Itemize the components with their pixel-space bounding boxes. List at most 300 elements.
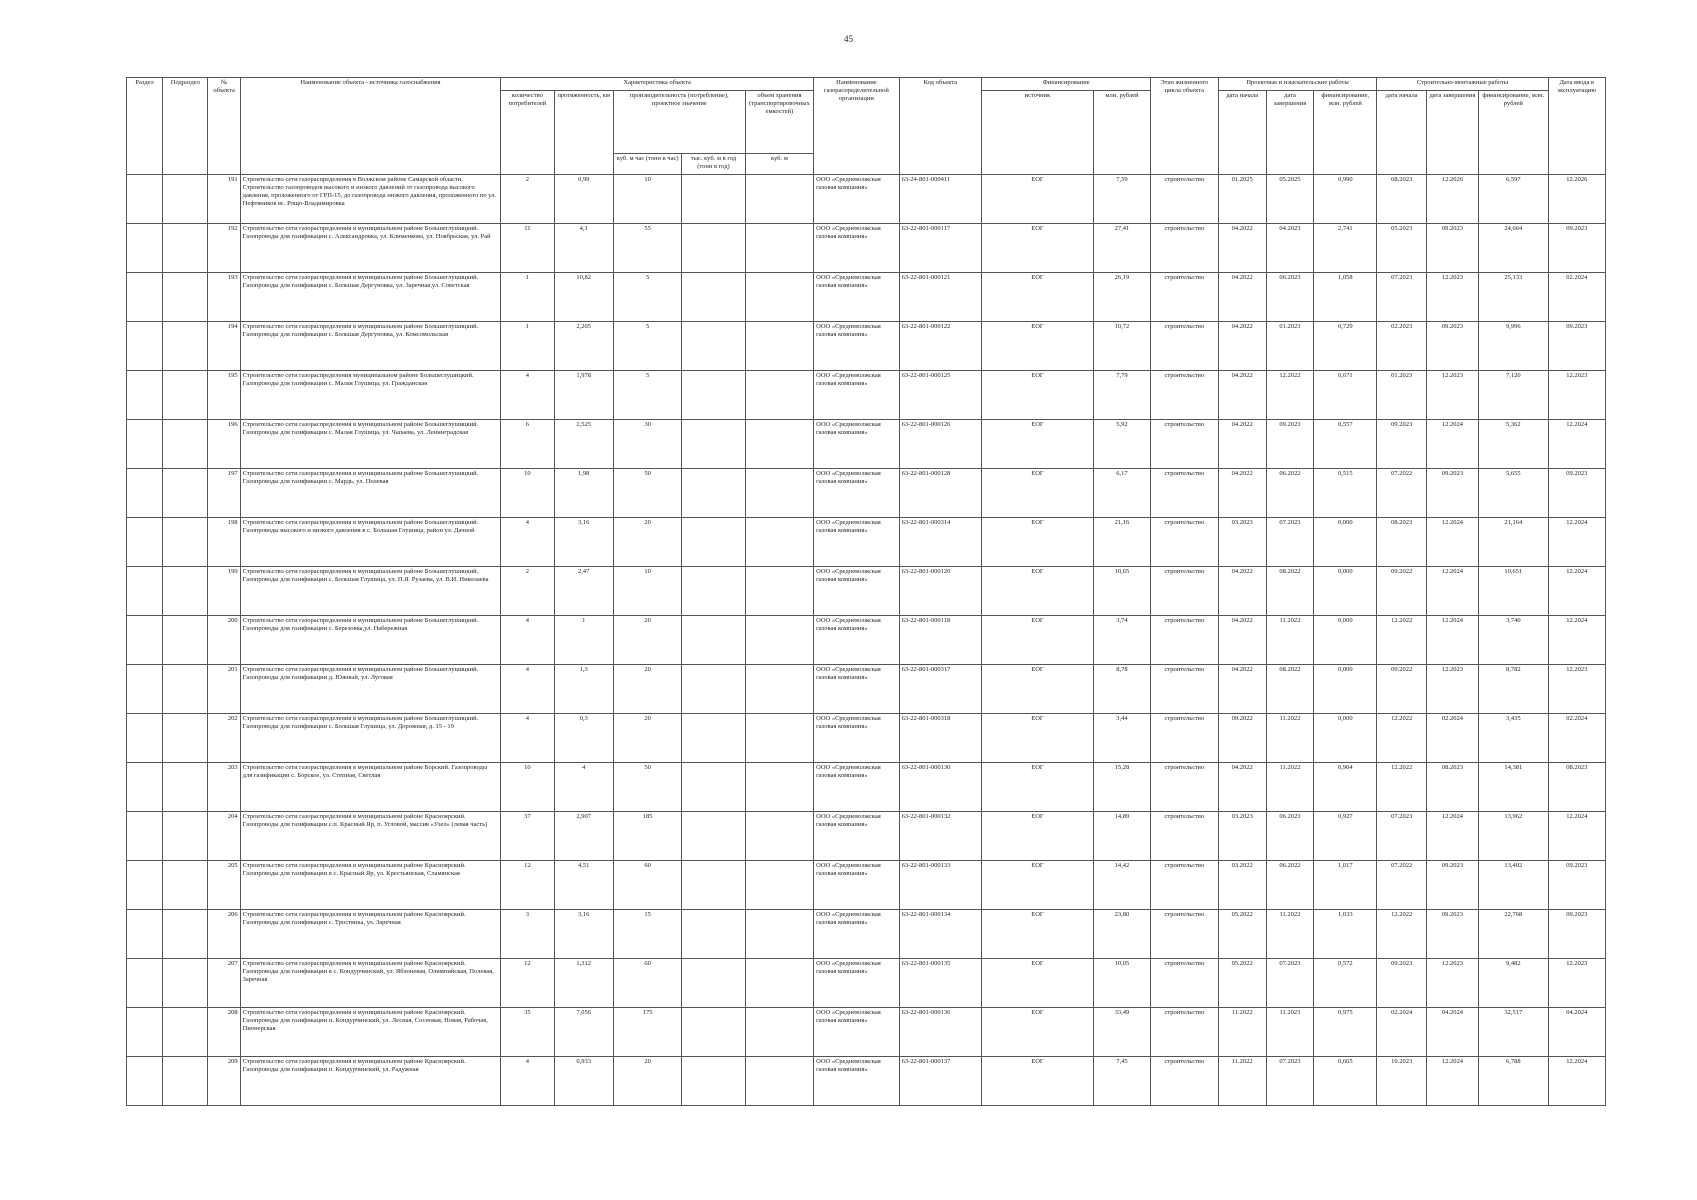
cell-podrazdel (163, 959, 208, 1008)
cell-year (682, 861, 745, 910)
cell-constr-end: 12.2024 (1426, 567, 1478, 616)
cell-design-start: 04.2022 (1218, 371, 1266, 420)
cell-volume (745, 714, 813, 763)
cell-org: ООО «Средневолжская газовая компания» (814, 1008, 900, 1057)
cell-num: 202 (208, 714, 240, 763)
cell-constr-fin: 6,597 (1479, 175, 1548, 224)
cell-design-start: 04.2022 (1218, 567, 1266, 616)
cell-source: ЕОГ (982, 420, 1094, 469)
cell-num: 200 (208, 616, 240, 665)
cell-length: 1,98 (554, 469, 613, 518)
header-unit-year: тыс. куб. м в год (тонн в год) (682, 154, 745, 175)
cell-stage: строительство (1151, 322, 1218, 371)
cell-volume (745, 959, 813, 1008)
cell-design-end: 06.2023 (1266, 273, 1313, 322)
cell-volume (745, 812, 813, 861)
table-row (127, 371, 1606, 420)
cell-length: 7,056 (554, 1008, 613, 1057)
cell-constr-end: 09.2023 (1426, 469, 1478, 518)
cell-org: ООО «Средневолжская газовая компания» (814, 1057, 900, 1106)
cell-name: Строительство сети газораспределения в муниципальном районе Большеглушицкий. Газопроводы для газификации с. Малая Глушица, ул. Чапаева, ул. Ленинградская (240, 420, 501, 469)
cell-volume (745, 861, 813, 910)
cell-razdel (127, 665, 163, 714)
cell-count: 10 (501, 469, 554, 518)
cell-mln: 3,44 (1093, 714, 1150, 763)
cell-stage: строительство (1151, 469, 1218, 518)
cell-stage: строительство (1151, 763, 1218, 812)
cell-constr-start: 09.2022 (1377, 665, 1426, 714)
cell-volume (745, 175, 813, 224)
page-number: 45 (844, 34, 853, 44)
header-code: Код объекта (899, 78, 981, 175)
cell-source: ЕОГ (982, 910, 1094, 959)
cell-org: ООО «Средневолжская газовая компания» (814, 371, 900, 420)
cell-design-start: 04.2022 (1218, 469, 1266, 518)
cell-design-fin: 0,557 (1314, 420, 1377, 469)
cell-name: Строительство сети газораспределения в муниципальном районе Борский. Газопроводы для газификации с. Борское, ул. Степная, Светлая (240, 763, 501, 812)
cell-hour: 175 (613, 1008, 681, 1057)
cell-mln: 27,41 (1093, 224, 1150, 273)
cell-constr-fin: 3,435 (1479, 714, 1548, 763)
cell-constr-end: 12.2024 (1426, 518, 1478, 567)
cell-mln: 15,28 (1093, 763, 1150, 812)
cell-constr-end: 09.2023 (1426, 910, 1478, 959)
cell-razdel (127, 322, 163, 371)
cell-constr-start: 12.2022 (1377, 714, 1426, 763)
cell-count: 2 (501, 567, 554, 616)
cell-design-fin: 0,515 (1314, 469, 1377, 518)
cell-design-start: 04.2022 (1218, 665, 1266, 714)
cell-stage: строительство (1151, 910, 1218, 959)
cell-podrazdel (163, 567, 208, 616)
cell-org: ООО «Средневолжская газовая компания» (814, 273, 900, 322)
cell-constr-start: 12.2022 (1377, 616, 1426, 665)
cell-constr-fin: 10,651 (1479, 567, 1548, 616)
cell-design-fin: 0,000 (1314, 567, 1377, 616)
cell-constr-fin: 25,133 (1479, 273, 1548, 322)
cell-commission: 02.2024 (1548, 714, 1605, 763)
cell-count: 35 (501, 1008, 554, 1057)
cell-constr-start: 07.2023 (1377, 273, 1426, 322)
cell-hour: 30 (613, 420, 681, 469)
header-num: № объекта (208, 78, 240, 175)
cell-constr-end: 12.2023 (1426, 665, 1478, 714)
table-body (127, 175, 1606, 1106)
cell-design-fin: 0,671 (1314, 371, 1377, 420)
cell-design-fin: 0,572 (1314, 959, 1377, 1008)
cell-year (682, 616, 745, 665)
cell-count: 4 (501, 714, 554, 763)
cell-constr-fin: 21,164 (1479, 518, 1548, 567)
cell-year (682, 420, 745, 469)
cell-design-fin: 1,058 (1314, 273, 1377, 322)
cell-name: Строительство сети газораспределения в муниципальном районе Большеглушицкий. Газопроводы для газификации с. Большая Глушица, ул. Дорожная, д. 15 - 19 (240, 714, 501, 763)
cell-source: ЕОГ (982, 518, 1094, 567)
cell-constr-fin: 13,962 (1479, 812, 1548, 861)
table-row (127, 224, 1606, 273)
cell-constr-start: 09.2023 (1377, 959, 1426, 1008)
cell-length: 2,525 (554, 420, 613, 469)
cell-design-start: 01.2025 (1218, 175, 1266, 224)
cell-num: 195 (208, 371, 240, 420)
cell-mln: 14,42 (1093, 861, 1150, 910)
cell-hour: 5 (613, 322, 681, 371)
cell-org: ООО «Средневолжская газовая компания» (814, 175, 900, 224)
cell-design-start: 05.2022 (1218, 959, 1266, 1008)
cell-stage: строительство (1151, 812, 1218, 861)
cell-podrazdel (163, 469, 208, 518)
header-unit-hour: куб. м час (тонн в час) (613, 154, 681, 175)
cell-org: ООО «Средневолжская газовая компания» (814, 322, 900, 371)
cell-org: ООО «Средневолжская газовая компания» (814, 812, 900, 861)
cell-design-end: 06.2023 (1266, 812, 1313, 861)
cell-year (682, 567, 745, 616)
cell-length: 1,312 (554, 959, 613, 1008)
cell-source: ЕОГ (982, 1057, 1094, 1106)
cell-code: 63-22-801-000122 (899, 322, 981, 371)
cell-org: ООО «Средневолжская газовая компания» (814, 616, 900, 665)
cell-num: 198 (208, 518, 240, 567)
cell-constr-fin: 24,664 (1479, 224, 1548, 273)
cell-volume (745, 469, 813, 518)
cell-volume (745, 616, 813, 665)
cell-design-fin: 0,665 (1314, 1057, 1377, 1106)
header-length: протяженность, км (554, 91, 613, 175)
cell-hour: 20 (613, 616, 681, 665)
cell-constr-start: 05.2023 (1377, 224, 1426, 273)
header-volume: объем хранения (транспортировочных емкостей) (745, 91, 813, 154)
cell-mln: 26,19 (1093, 273, 1150, 322)
cell-constr-start: 07.2022 (1377, 469, 1426, 518)
cell-design-fin: 0,990 (1314, 175, 1377, 224)
cell-razdel (127, 714, 163, 763)
cell-razdel (127, 763, 163, 812)
cell-constr-start: 09.2023 (1377, 420, 1426, 469)
cell-count: 2 (501, 175, 554, 224)
cell-design-start: 04.2022 (1218, 616, 1266, 665)
cell-code: 63-22-801-000136 (899, 1008, 981, 1057)
cell-commission: 12.2023 (1548, 371, 1605, 420)
cell-source: ЕОГ (982, 616, 1094, 665)
cell-design-start: 03.2022 (1218, 861, 1266, 910)
table-header (127, 78, 1606, 175)
cell-num: 207 (208, 959, 240, 1008)
cell-constr-fin: 3,740 (1479, 616, 1548, 665)
cell-stage: строительство (1151, 273, 1218, 322)
cell-podrazdel (163, 1008, 208, 1057)
cell-razdel (127, 616, 163, 665)
cell-count: 12 (501, 861, 554, 910)
cell-name: Строительство сети газораспределения в муниципальном районе Красноярский. Газопроводы для газификации п. Кондурчинский, ул. Лесная, Сосновая, Новая, Рабочая, Пионерская (240, 1008, 501, 1057)
cell-podrazdel (163, 665, 208, 714)
cell-length: 0,3 (554, 714, 613, 763)
cell-num: 209 (208, 1057, 240, 1106)
cell-num: 196 (208, 420, 240, 469)
cell-hour: 60 (613, 959, 681, 1008)
cell-constr-fin: 6,788 (1479, 1057, 1548, 1106)
table-row (127, 1008, 1606, 1057)
cell-mln: 10,65 (1093, 567, 1150, 616)
cell-year (682, 273, 745, 322)
cell-constr-start: 09.2022 (1377, 567, 1426, 616)
cell-design-start: 09.2022 (1218, 714, 1266, 763)
header-financing: Финансирование (982, 78, 1151, 91)
cell-stage: строительство (1151, 959, 1218, 1008)
cell-count: 10 (501, 763, 554, 812)
cell-mln: 14,89 (1093, 812, 1150, 861)
cell-code: 63-22-801-000125 (899, 371, 981, 420)
cell-design-fin: 0,000 (1314, 518, 1377, 567)
cell-source: ЕОГ (982, 812, 1094, 861)
cell-org: ООО «Средневолжская газовая компания» (814, 420, 900, 469)
cell-stage: строительство (1151, 420, 1218, 469)
cell-code: 63-22-801-000133 (899, 861, 981, 910)
cell-volume (745, 1008, 813, 1057)
table-row (127, 322, 1606, 371)
cell-design-end: 11.2022 (1266, 910, 1313, 959)
cell-razdel (127, 959, 163, 1008)
cell-mln: 3,74 (1093, 616, 1150, 665)
cell-hour: 185 (613, 812, 681, 861)
cell-length: 4,51 (554, 861, 613, 910)
cell-volume (745, 224, 813, 273)
cell-num: 192 (208, 224, 240, 273)
header-count: количество потребителей (501, 91, 554, 175)
table-row (127, 763, 1606, 812)
cell-code: 63-22-801-000314 (899, 518, 981, 567)
cell-design-end: 12.2022 (1266, 371, 1313, 420)
cell-constr-start: 08.2023 (1377, 175, 1426, 224)
cell-year (682, 322, 745, 371)
cell-design-start: 05.2022 (1218, 910, 1266, 959)
cell-name: Строительство сети газораспределения в муниципальном районе Большеглушицкий. Газопроводы высокого и низкого давления в с. Большая Глушица, район ул. Дачной (240, 518, 501, 567)
cell-design-fin: 1,017 (1314, 861, 1377, 910)
header-design-fin: финансирование, млн. рублей (1314, 91, 1377, 175)
cell-num: 199 (208, 567, 240, 616)
cell-design-end: 05.2025 (1266, 175, 1313, 224)
cell-stage: строительство (1151, 861, 1218, 910)
table-row (127, 812, 1606, 861)
cell-source: ЕОГ (982, 469, 1094, 518)
cell-code: 63-22-801-000317 (899, 665, 981, 714)
cell-code: 63-22-801-000118 (899, 616, 981, 665)
cell-commission: 09.2023 (1548, 861, 1605, 910)
cell-year (682, 1008, 745, 1057)
header-productivity: производительность (потребление), проектное значение (613, 91, 745, 154)
table-row (127, 273, 1606, 322)
header-unit-volume: куб. м (745, 154, 813, 175)
cell-volume (745, 763, 813, 812)
cell-constr-start: 10.2023 (1377, 1057, 1426, 1106)
cell-design-fin: 1,033 (1314, 910, 1377, 959)
cell-podrazdel (163, 861, 208, 910)
cell-length: 4 (554, 763, 613, 812)
header-constr-fin: финансирование, млн. рублей (1479, 91, 1548, 175)
cell-length: 1,3 (554, 665, 613, 714)
table-row (127, 910, 1606, 959)
cell-design-start: 03.2023 (1218, 518, 1266, 567)
cell-year (682, 518, 745, 567)
cell-constr-end: 12.2024 (1426, 812, 1478, 861)
cell-mln: 33,49 (1093, 1008, 1150, 1057)
cell-podrazdel (163, 910, 208, 959)
header-design-end: дата завершения (1266, 91, 1313, 175)
cell-length: 2,47 (554, 567, 613, 616)
table-row (127, 567, 1606, 616)
cell-code: 63-22-801-000135 (899, 959, 981, 1008)
cell-year (682, 469, 745, 518)
cell-volume (745, 273, 813, 322)
cell-podrazdel (163, 616, 208, 665)
cell-podrazdel (163, 175, 208, 224)
gas-objects-table (126, 77, 1606, 1106)
cell-constr-fin: 13,402 (1479, 861, 1548, 910)
cell-code: 63-22-801-000126 (899, 420, 981, 469)
cell-volume (745, 518, 813, 567)
cell-org: ООО «Средневолжская газовая компания» (814, 518, 900, 567)
cell-design-fin: 0,904 (1314, 763, 1377, 812)
header-name: Наименование объекта - источника газоснабжения (240, 78, 501, 175)
cell-design-start: 04.2022 (1218, 224, 1266, 273)
cell-count: 3 (501, 910, 554, 959)
cell-num: 203 (208, 763, 240, 812)
cell-razdel (127, 812, 163, 861)
cell-count: 37 (501, 812, 554, 861)
cell-hour: 5 (613, 273, 681, 322)
cell-design-end: 08.2022 (1266, 665, 1313, 714)
cell-constr-end: 12.2024 (1426, 420, 1478, 469)
cell-constr-end: 09.2023 (1426, 861, 1478, 910)
cell-design-start: 04.2022 (1218, 322, 1266, 371)
cell-org: ООО «Средневолжская газовая компания» (814, 469, 900, 518)
table-row (127, 175, 1606, 224)
cell-constr-end: 09.2023 (1426, 322, 1478, 371)
cell-podrazdel (163, 420, 208, 469)
cell-year (682, 763, 745, 812)
table-row (127, 616, 1606, 665)
cell-volume (745, 567, 813, 616)
cell-volume (745, 322, 813, 371)
cell-commission: 09.2023 (1548, 224, 1605, 273)
cell-constr-fin: 5,655 (1479, 469, 1548, 518)
table-row (127, 518, 1606, 567)
cell-design-start: 11.2022 (1218, 1008, 1266, 1057)
cell-commission: 12.2024 (1548, 616, 1605, 665)
cell-source: ЕОГ (982, 371, 1094, 420)
cell-podrazdel (163, 371, 208, 420)
cell-design-end: 11.2022 (1266, 763, 1313, 812)
cell-hour: 60 (613, 861, 681, 910)
cell-constr-start: 01.2023 (1377, 371, 1426, 420)
cell-length: 1,978 (554, 371, 613, 420)
cell-design-fin: 0,927 (1314, 812, 1377, 861)
cell-constr-end: 12.2023 (1426, 371, 1478, 420)
cell-constr-fin: 7,120 (1479, 371, 1548, 420)
cell-name: Строительство сети газораспределения в муниципальном районе Большеглушицкий. Газопроводы для газификации с. Березовка,ул. Набережная (240, 616, 501, 665)
cell-hour: 20 (613, 665, 681, 714)
cell-volume (745, 420, 813, 469)
cell-org: ООО «Средневолжская газовая компания» (814, 665, 900, 714)
cell-design-end: 11.2022 (1266, 616, 1313, 665)
cell-podrazdel (163, 812, 208, 861)
cell-name: Строительство сети газораспределения в Волжском районе Самарской области. Строительство газопроводов высокого и низкого давлений от газопровода высокого давления, проложенного от ГРП-15, до газопровода низкого давления, проложенного по ул. Нефтяников вс. Рощо-Владимировка (240, 175, 501, 224)
cell-count: 4 (501, 371, 554, 420)
cell-podrazdel (163, 224, 208, 273)
cell-length: 3,16 (554, 910, 613, 959)
cell-length: 10,82 (554, 273, 613, 322)
cell-design-end: 09.2023 (1266, 420, 1313, 469)
cell-razdel (127, 224, 163, 273)
cell-razdel (127, 469, 163, 518)
cell-org: ООО «Средневолжская газовая компания» (814, 910, 900, 959)
cell-num: 205 (208, 861, 240, 910)
cell-length: 0,99 (554, 175, 613, 224)
cell-mln: 6,17 (1093, 469, 1150, 518)
cell-commission: 12.2023 (1548, 959, 1605, 1008)
cell-length: 2,205 (554, 322, 613, 371)
cell-commission: 12.2023 (1548, 665, 1605, 714)
cell-stage: строительство (1151, 518, 1218, 567)
cell-constr-fin: 5,362 (1479, 420, 1548, 469)
cell-podrazdel (163, 763, 208, 812)
cell-constr-end: 02.2024 (1426, 714, 1478, 763)
cell-count: 11 (501, 224, 554, 273)
header-constr-start: дата начала (1377, 91, 1426, 175)
cell-constr-end: 12.2023 (1426, 959, 1478, 1008)
cell-length: 3,16 (554, 518, 613, 567)
cell-stage: строительство (1151, 665, 1218, 714)
cell-count: 6 (501, 420, 554, 469)
cell-code: 63-22-801-000132 (899, 812, 981, 861)
cell-razdel (127, 910, 163, 959)
cell-mln: 10,05 (1093, 959, 1150, 1008)
cell-code: 63-22-801-000117 (899, 224, 981, 273)
cell-mln: 10,72 (1093, 322, 1150, 371)
cell-code: 63-24-801-000411 (899, 175, 981, 224)
cell-source: ЕОГ (982, 763, 1094, 812)
cell-commission: 08.2023 (1548, 763, 1605, 812)
header-source: источник (982, 91, 1094, 175)
cell-constr-end: 12.2026 (1426, 175, 1478, 224)
cell-code: 63-22-801-000134 (899, 910, 981, 959)
cell-org: ООО «Средневолжская газовая компания» (814, 224, 900, 273)
table-row (127, 420, 1606, 469)
cell-podrazdel (163, 322, 208, 371)
cell-constr-fin: 14,381 (1479, 763, 1548, 812)
cell-design-fin: 2,741 (1314, 224, 1377, 273)
header-design-start: дата начала (1218, 91, 1266, 175)
cell-mln: 5,92 (1093, 420, 1150, 469)
table-row (127, 469, 1606, 518)
cell-name: Строительство сети газораспределения в муниципальном районе Большеглушицкий. Газопроводы для газификации д. Южный, ул. Луговая (240, 665, 501, 714)
header-razdel: Раздел (127, 78, 163, 175)
cell-constr-start: 12.2022 (1377, 763, 1426, 812)
header-org: Наименование газораспределительной организации (814, 78, 900, 175)
cell-design-start: 04.2022 (1218, 420, 1266, 469)
cell-volume (745, 910, 813, 959)
cell-year (682, 959, 745, 1008)
cell-num: 208 (208, 1008, 240, 1057)
cell-year (682, 1057, 745, 1106)
cell-commission: 12.2024 (1548, 420, 1605, 469)
cell-num: 204 (208, 812, 240, 861)
table-row (127, 714, 1606, 763)
cell-name: Строительство сети газораспределения в муниципальном районе Красноярский. Газопроводы для газификации п. Кондурчинский, ул. Радужная (240, 1057, 501, 1106)
cell-razdel (127, 273, 163, 322)
cell-design-fin: 0,000 (1314, 714, 1377, 763)
cell-podrazdel (163, 1057, 208, 1106)
cell-year (682, 714, 745, 763)
